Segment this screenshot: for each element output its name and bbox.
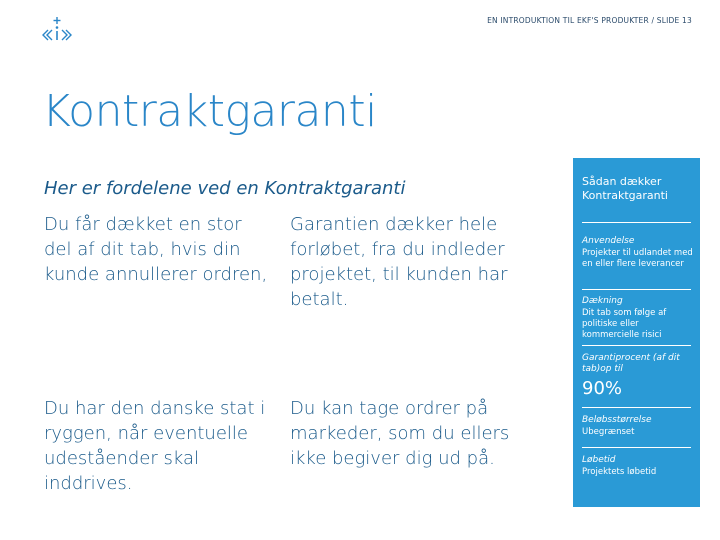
benefit-item: Du har den danske stat i ryggen, når eventuelle udeståender skal inddrives. — [44, 398, 266, 494]
loebetid-label: Løbetid — [582, 455, 616, 465]
panel-divider — [582, 407, 691, 408]
beloeb-value: Ubegrænset — [582, 427, 635, 437]
garantiprocent-value: 90% — [582, 378, 623, 399]
daekning-label: Dækning — [582, 296, 623, 306]
benefit-item: Du får dækket en stor del af dit tab, hvis din kunde annullerer ordren, — [44, 214, 268, 285]
page-title: Kontraktgaranti — [42, 86, 377, 137]
panel-title: Sådan dækker Kontraktgaranti — [582, 175, 668, 202]
panel-divider — [582, 447, 691, 448]
panel-divider — [582, 289, 691, 290]
panel-divider — [582, 345, 691, 346]
beloeb-label: Beløbsstørrelse — [582, 415, 652, 425]
info-panel — [573, 158, 700, 507]
anvendelse-value: Projekter til udlandet med en eller flere leverancer — [582, 248, 693, 269]
benefit-item: Garantien dækker hele forløbet, fra du indleder projektet, til kunden har betalt. — [290, 214, 508, 310]
benefit-item: Du kan tage ordrer på markeder, som du ellers ikke begiver dig ud på. — [290, 398, 510, 469]
daekning-value: Dit tab som følge af politiske eller kommercielle risici — [582, 308, 667, 340]
slide-breadcrumb: EN INTRODUKTION TIL EKF'S PRODUKTER / SLIDE 13 — [487, 16, 692, 25]
panel-divider — [582, 222, 691, 223]
page-subtitle: Her er fordelene ved en Kontraktgaranti — [44, 178, 406, 199]
loebetid-value: Projektets løbetid — [582, 467, 657, 477]
garantiprocent-label: Garantiprocent (af dit tab)op til — [582, 353, 680, 374]
ekf-logo — [40, 16, 74, 46]
anvendelse-label: Anvendelse — [582, 236, 635, 246]
